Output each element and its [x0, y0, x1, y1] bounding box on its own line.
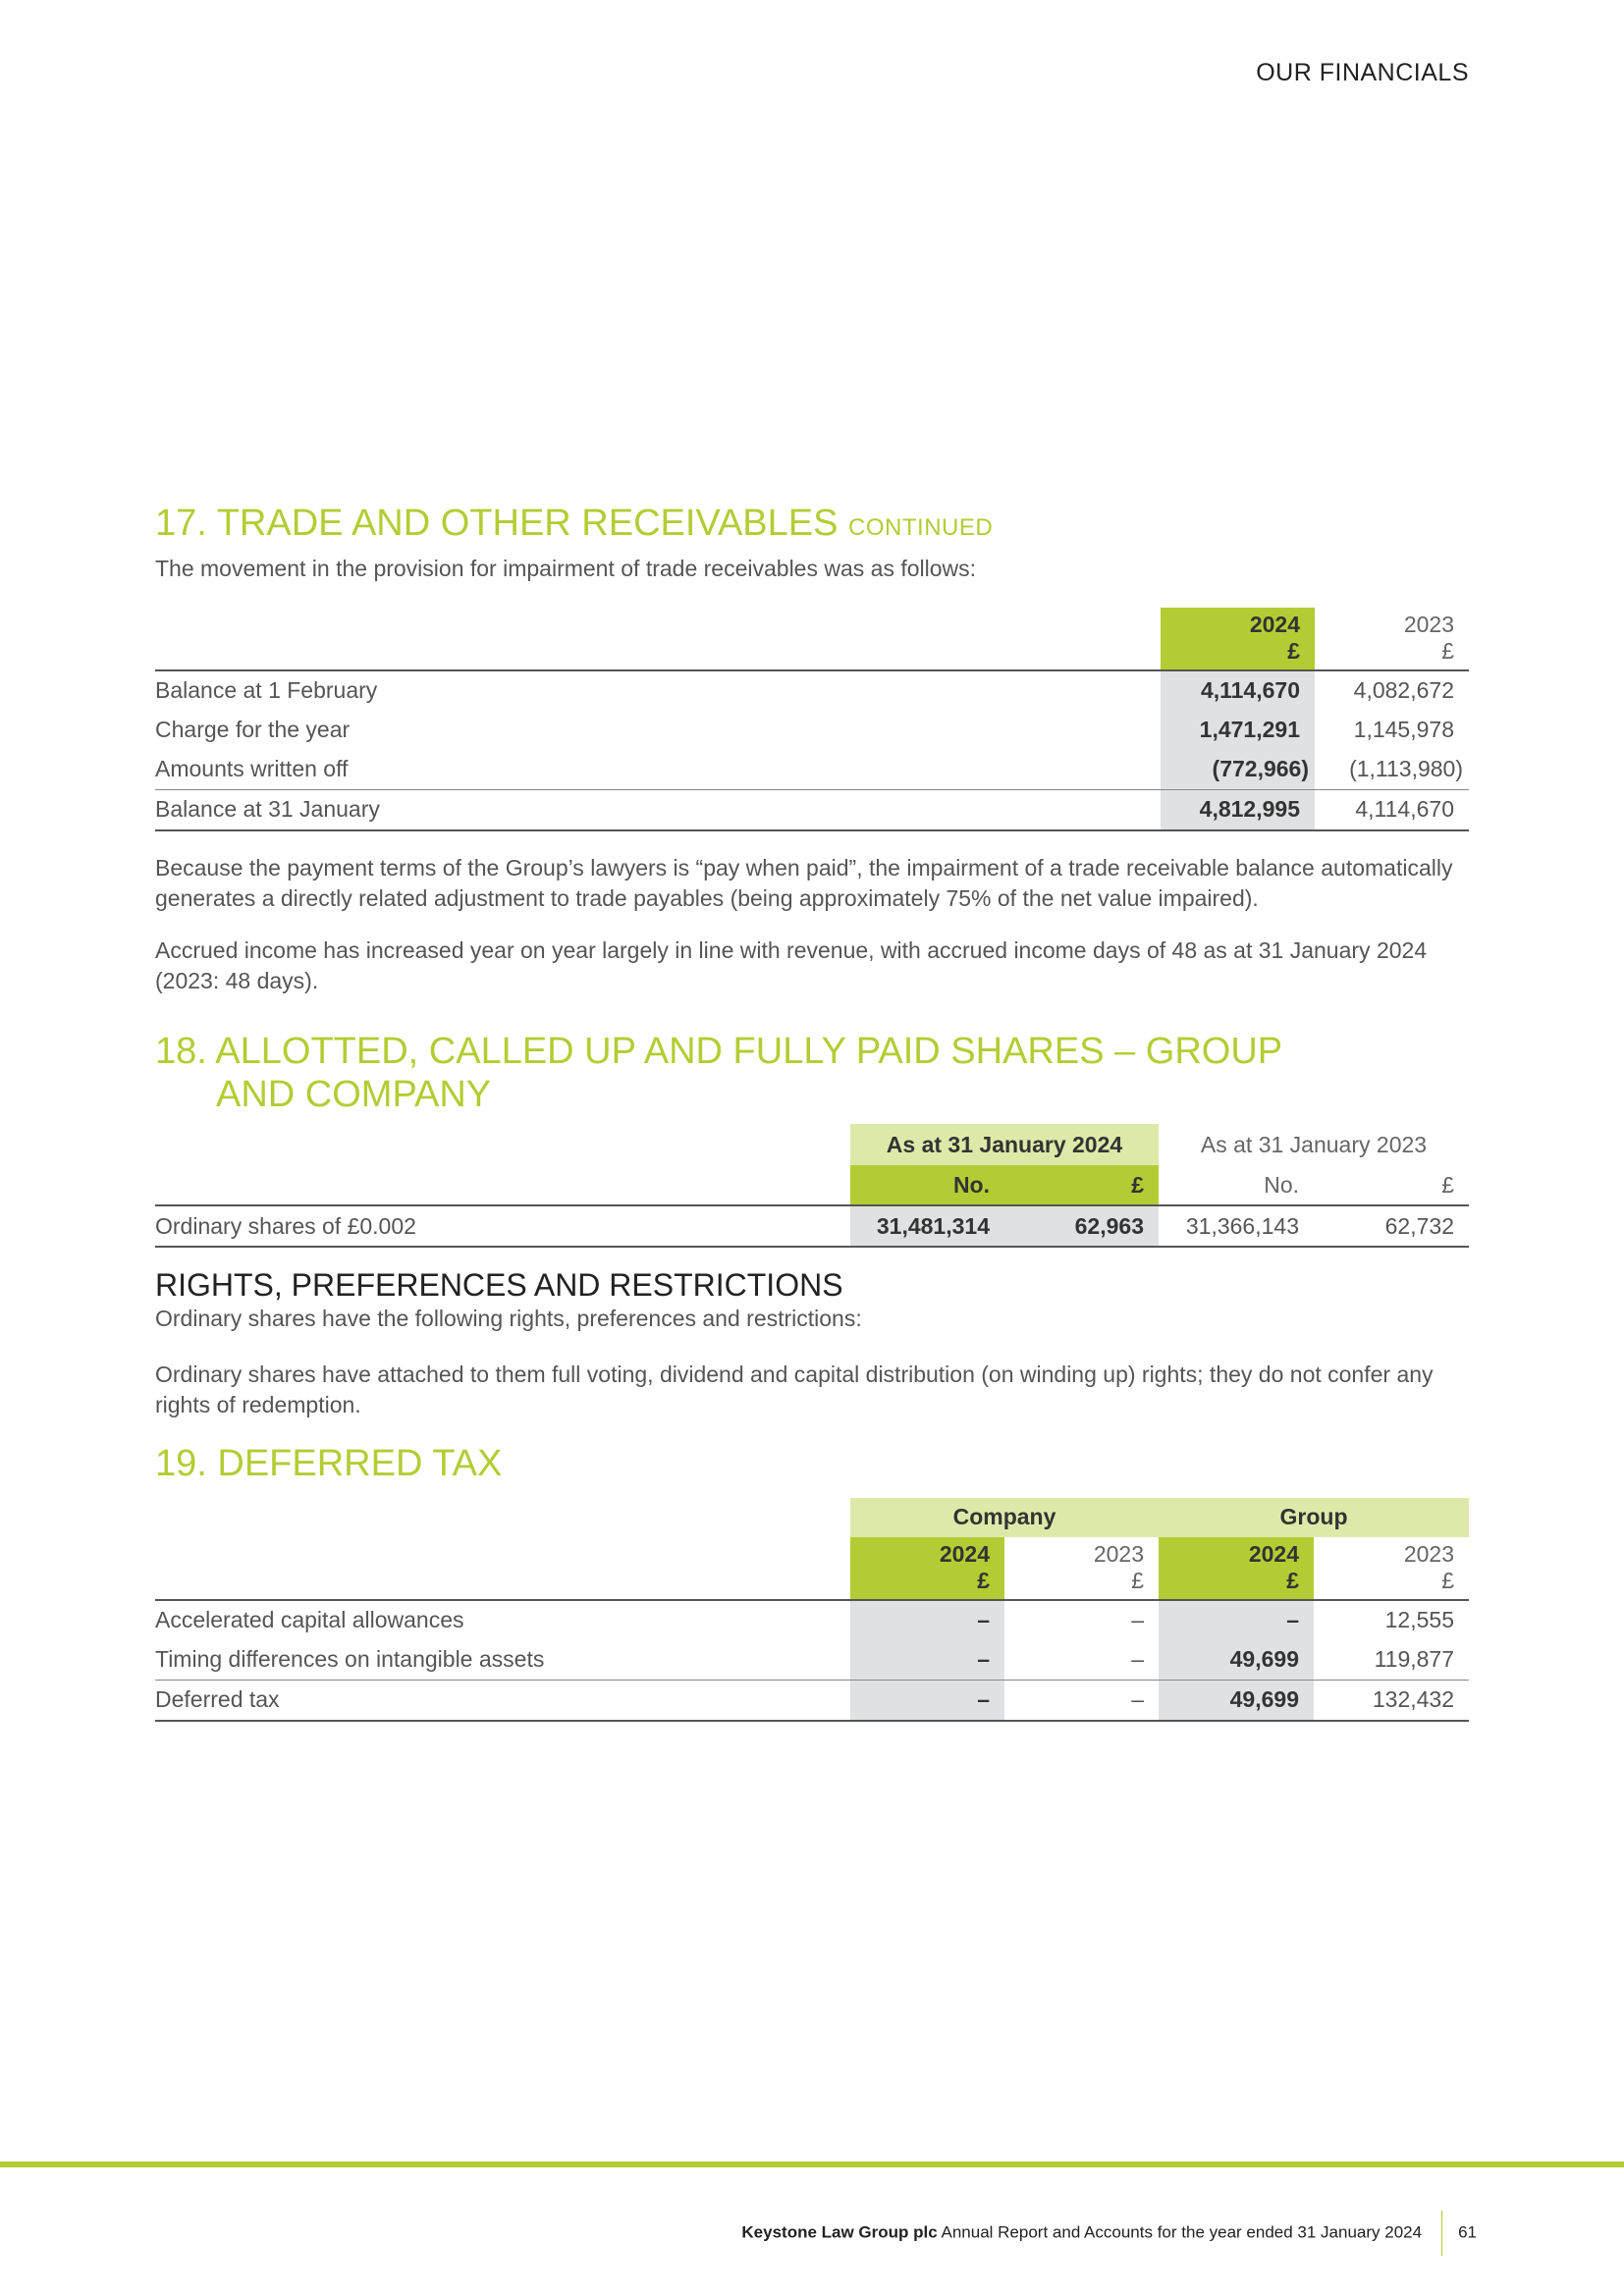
table-row: Timing differences on intangible assets – – 49,699 119,877 — [155, 1640, 1469, 1681]
table-row: Balance at 31 January 4,812,995 4,114,670 — [155, 789, 1469, 830]
footer-report: Annual Report and Accounts for the year ended 31 January 2024 — [941, 2222, 1423, 2242]
note-17-paragraph-1: Because the payment terms of the Group’s lawyers is “pay when paid”, the impairment of a trade receivable balance automatically generates a directly related adjustment to trade payables (being approximately 75% of the net value impaired). — [155, 854, 1453, 911]
table-row: Deferred tax – – 49,699 132,432 — [155, 1680, 1469, 1721]
rights-subheading: RIGHTS, PREFERENCES AND RESTRICTIONS — [155, 1267, 843, 1304]
note-18 — [155, 1031, 1469, 1421]
rights-paragraph: Ordinary shares have attached to them full voting, dividend and capital distribution (on winding up) rights; they do not confer any rights of redemption. — [155, 1362, 1434, 1418]
table-row: Amounts written off (772,966) (1,113,980) — [155, 750, 1469, 790]
note-17-paragraph-2: Accrued income has increased year on year largely in line with revenue, with accrued income days of 48 as at 31 January 2024 (2023: 48 days). — [155, 936, 1428, 993]
note-18-title: 18. ALLOTTED, CALLED UP AND FULLY PAID SHARES – GROUP AND COMPANY — [155, 1031, 1283, 1115]
deferred-tax-table — [155, 1498, 1469, 1722]
group-2024-header: 2024 £ — [1159, 1537, 1314, 1600]
as-at-2024-header: As at 31 January 2024 — [850, 1124, 1159, 1165]
note-17 — [155, 503, 1469, 996]
footer-company: Keystone Law Group plc — [741, 2222, 938, 2242]
title-suffix: CONTINUED — [848, 514, 994, 541]
footer-separator — [1441, 2211, 1442, 2256]
col-2024-header: 2024 £ — [1161, 608, 1315, 670]
footer-divider — [0, 2162, 1624, 2167]
col-no-2024: No. — [850, 1165, 1004, 1205]
note-17-title: 17. TRADE AND OTHER RECEIVABLES CONTINUED — [155, 503, 994, 544]
note-19-title: 19. DEFERRED TAX — [155, 1443, 503, 1484]
as-at-2023-header: As at 31 January 2023 — [1200, 1131, 1428, 1157]
note-19 — [155, 1443, 1469, 1722]
company-header: Company — [850, 1498, 1159, 1537]
company-2023-header: 2023 £ — [1093, 1540, 1144, 1594]
col-2023-header: 2023 £ — [1403, 611, 1454, 665]
col-no-2023: No. — [1264, 1171, 1299, 1198]
table-row: Accelerated capital allowances – – – 12,555 — [155, 1600, 1469, 1640]
col-gbp-2023: £ — [1441, 1171, 1454, 1198]
page-number: 61 — [1458, 2222, 1477, 2242]
company-2024-header: 2024 £ — [850, 1537, 1004, 1600]
table-row: Charge for the year 1,471,291 1,145,978 — [155, 711, 1469, 750]
table-row: Balance at 1 February 4,114,670 4,082,672 — [155, 670, 1469, 711]
table-row: Ordinary shares of £0.002 31,481,314 62,963 31,366,143 62,732 — [155, 1205, 1469, 1247]
shares-table — [155, 1124, 1469, 1248]
section-header: OUR FINANCIALS — [1256, 59, 1469, 86]
note-17-intro: The movement in the provision for impairment of trade receivables was as follows: — [155, 555, 977, 581]
page-footer — [741, 2211, 1477, 2256]
col-gbp-2024: £ — [1004, 1165, 1159, 1205]
rights-intro: Ordinary shares have the following rights, preferences and restrictions: — [155, 1306, 862, 1332]
group-2023-header: 2023 £ — [1403, 1540, 1454, 1594]
group-header: Group — [1159, 1498, 1469, 1537]
impairment-table — [155, 608, 1469, 831]
